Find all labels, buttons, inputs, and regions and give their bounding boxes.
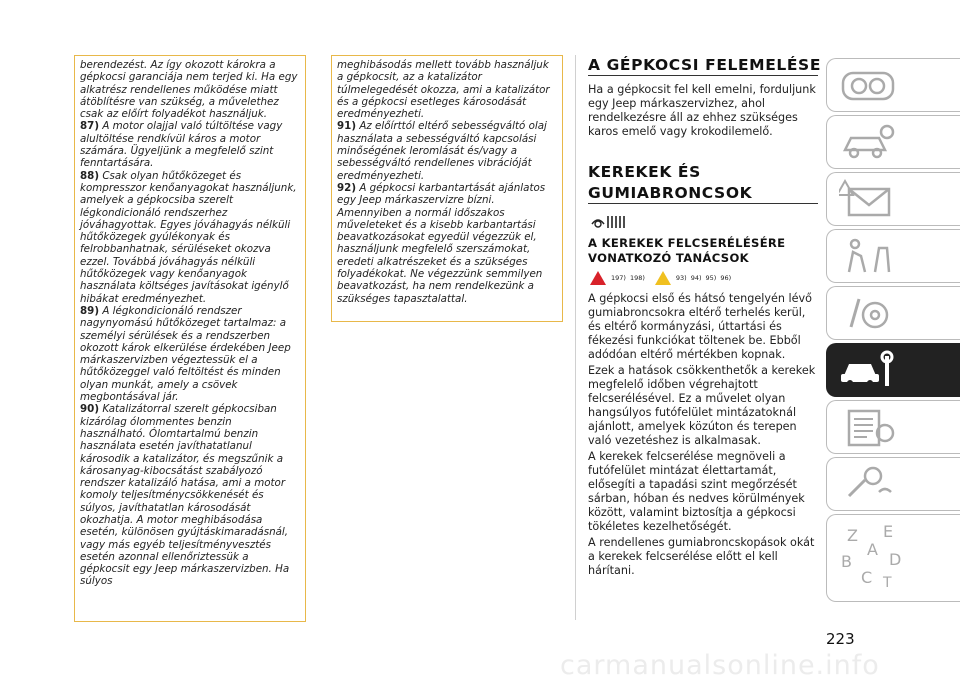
para-lifting: Ha a gépkocsit fel kell emelni, forduljunk egy Jeep márkaszervizhez, ahol rendelkezésre áll az ehhez szükséges karos emelő vagy krokodilemelő.	[588, 83, 816, 138]
tab-service-active[interactable]	[826, 343, 960, 397]
tab-specs[interactable]	[826, 400, 960, 454]
para-rotation-2: Ezek a hatások csökkenthetők a kerekek megfelelő időben végrehajtott felcserélésével. Ez a művelet olyan hangsúlyos futófelület mintázatoknál ajánlott, amelyek közúton és terepen való vezetéshez is alkalmasak.	[588, 364, 816, 447]
watermark: carmanualsonline.info	[560, 650, 880, 681]
note-90: 90) Katalizátorral szerelt gépkocsiban kizárólag ólommentes benzin használható. Ólomtartalmú benzin használata esetén javíthatatlanul károsodik a katalizátor, és megszűnik a károsanyag-kibocsátást szabályozó rendszer katalizáló hatása, ami a motor komoly teljesítménycsökkenését és súlyos, javíthatatlan károsodását okozhatja. A motor meghibásodása esetén, különösen gyújtáskimaradásnál, vagy más egyéb teljesítményvesztés esetén azonnal ellenőriztessük a gépkocsit egy Jeep márkaszervizben. Ha súlyos	[80, 403, 290, 588]
svg-text:E: E	[883, 522, 894, 541]
tab-starting[interactable]	[826, 286, 960, 340]
notes-box-left	[74, 55, 306, 622]
column-divider	[575, 55, 576, 620]
heading-rule-2	[588, 203, 818, 204]
warning-triangle-icon	[590, 271, 606, 285]
svg-text:C: C	[861, 568, 873, 587]
note-88: 88) Csak olyan hűtőközeget és kompresszor kenőanyagokat használjunk, amelyek a gépkocsiba szerelt légkondicionáló rendszerhez jóváhagyottak. Egyes jóváhagyás nélküli hűtőközegek gyúlékonyak és felrobbanhatnak, sérüléseket okozva ezzel. Továbbá jóváhagyás nélküli hűtőközegek vagy kenőanyagok használata költséges javításokat igénylő hibákat eredményezhet.	[80, 169, 297, 305]
ref-96: 96)	[720, 274, 732, 282]
dashboard-icon	[839, 63, 899, 107]
safety-icon	[839, 234, 899, 278]
index-icon	[839, 519, 909, 599]
note-continued: berendezést. Az így okozott károkra a gépkocsi garanciája nem terjed ki. Ha egy alkatrész rendellenes működése miatt átöblítésre van szükség, a művelethez csak az előírt folyadékot használjuk.	[80, 59, 298, 121]
heading-rotation-1: A KEREKEK FELCSERÉLÉSÉRE	[588, 236, 786, 250]
ref-93: 93)	[675, 274, 687, 282]
page-number: 223	[826, 630, 855, 648]
svg-text:Z: Z	[847, 526, 858, 545]
mail-warning-icon	[839, 177, 899, 221]
ref-95: 95)	[705, 274, 717, 282]
car-service-icon	[839, 348, 899, 392]
svg-text:D: D	[889, 550, 902, 569]
notes-box-middle	[331, 55, 563, 322]
heading-lifting: A GÉPKOCSI FELEMELÉSE	[588, 56, 822, 74]
heading-wheels-1: KEREKEK ÉS	[588, 163, 701, 181]
reference-row	[590, 268, 735, 288]
svg-text:T: T	[883, 575, 892, 591]
tab-dashboard[interactable]	[826, 58, 960, 112]
wheel-tyre-icon	[590, 210, 630, 230]
ref-198: 198)	[629, 274, 645, 282]
para-rotation-4: A rendellenes gumiabroncskopások okát a kerekek felcserélése előtt el kell hárítani.	[588, 536, 815, 577]
multimedia-icon	[839, 462, 899, 506]
note-91: 91) Az előírttól eltérő sebességváltó olaj használata a sebességváltó kapcsolási minőségének leromlását és/vagy a sebességváltó rendellenes vibrációját eredményezheti.	[337, 120, 547, 182]
svg-text:A: A	[867, 540, 878, 559]
para-rotation-1: A gépkocsi első és hátsó tengelyén lévő gumiabroncsokra eltérő terhelés kerül, és eltérő kormányzási, úttartási és fékezési funkciókat töltenek be. Ebből adódóan eltérő mértékben kopnak.	[588, 292, 812, 361]
car-info-icon	[839, 120, 899, 164]
heading-rule	[588, 75, 818, 76]
note-92: 92) A gépkocsi karbantartását ajánlatos egy Jeep márkaszervizre bízni. Amennyiben a normál időszakos műveleteket és a kisebb karbantartási beavatkozásokat egyedül végezzük el, használjunk megfelelő szerszámokat, eredeti alkatrészeket és a szükséges folyadékokat. Ne végezzünk semmilyen beavatkozást, ha nem rendelkezünk a szükséges tapasztalattal.	[337, 181, 546, 305]
tab-car-info[interactable]	[826, 115, 960, 169]
tab-safety[interactable]	[826, 229, 960, 283]
svg-text:B: B	[841, 552, 852, 571]
heading-wheels-2: GUMIABRONCSOK	[588, 184, 753, 202]
ignition-icon	[839, 291, 899, 335]
ref-94: 94)	[690, 274, 702, 282]
note-continued-2: meghibásodás mellett tovább használjuk a gépkocsit, az a katalizátor túlmelegedését okozza, ami a katalizátor és a gépkocsi esetleges károsodását eredményezheti.	[337, 59, 550, 121]
specs-icon	[839, 405, 899, 449]
tab-warnings[interactable]	[826, 172, 960, 226]
ref-197: 197)	[611, 274, 626, 282]
tab-multimedia[interactable]	[826, 457, 960, 511]
caution-triangle-icon	[655, 271, 671, 285]
heading-rotation-2: VONATKOZÓ TANÁCSOK	[588, 251, 749, 265]
rotation-body	[588, 292, 818, 580]
note-89: 89) A légkondicionáló rendszer nagynyomású hűtőközeget tartalmaz: a személyi sérülések és a rendszerben okozott károk elkerülése érdekében Jeep márkaszervizben végeztessük el a hűtőközeggel való feltöltést és minden olyan munkát, amely a csövek megbontásával jár.	[80, 304, 291, 404]
para-rotation-3: A kerekek felcserélése megnöveli a futófelület mintázat élettartamát, elősegíti a tapadási szint megőrzését sárban, hóban és nedves körülmények között, valamint biztosítja a gépkocsi tökéletes kezelhetőségét.	[588, 450, 805, 533]
tab-index[interactable]	[826, 514, 960, 602]
note-87: 87) A motor olajjal való túltöltése vagy alultöltése rendkívül káros a motor számára. Ügyeljünk a megfelelő szint fenntartására.	[80, 120, 283, 170]
